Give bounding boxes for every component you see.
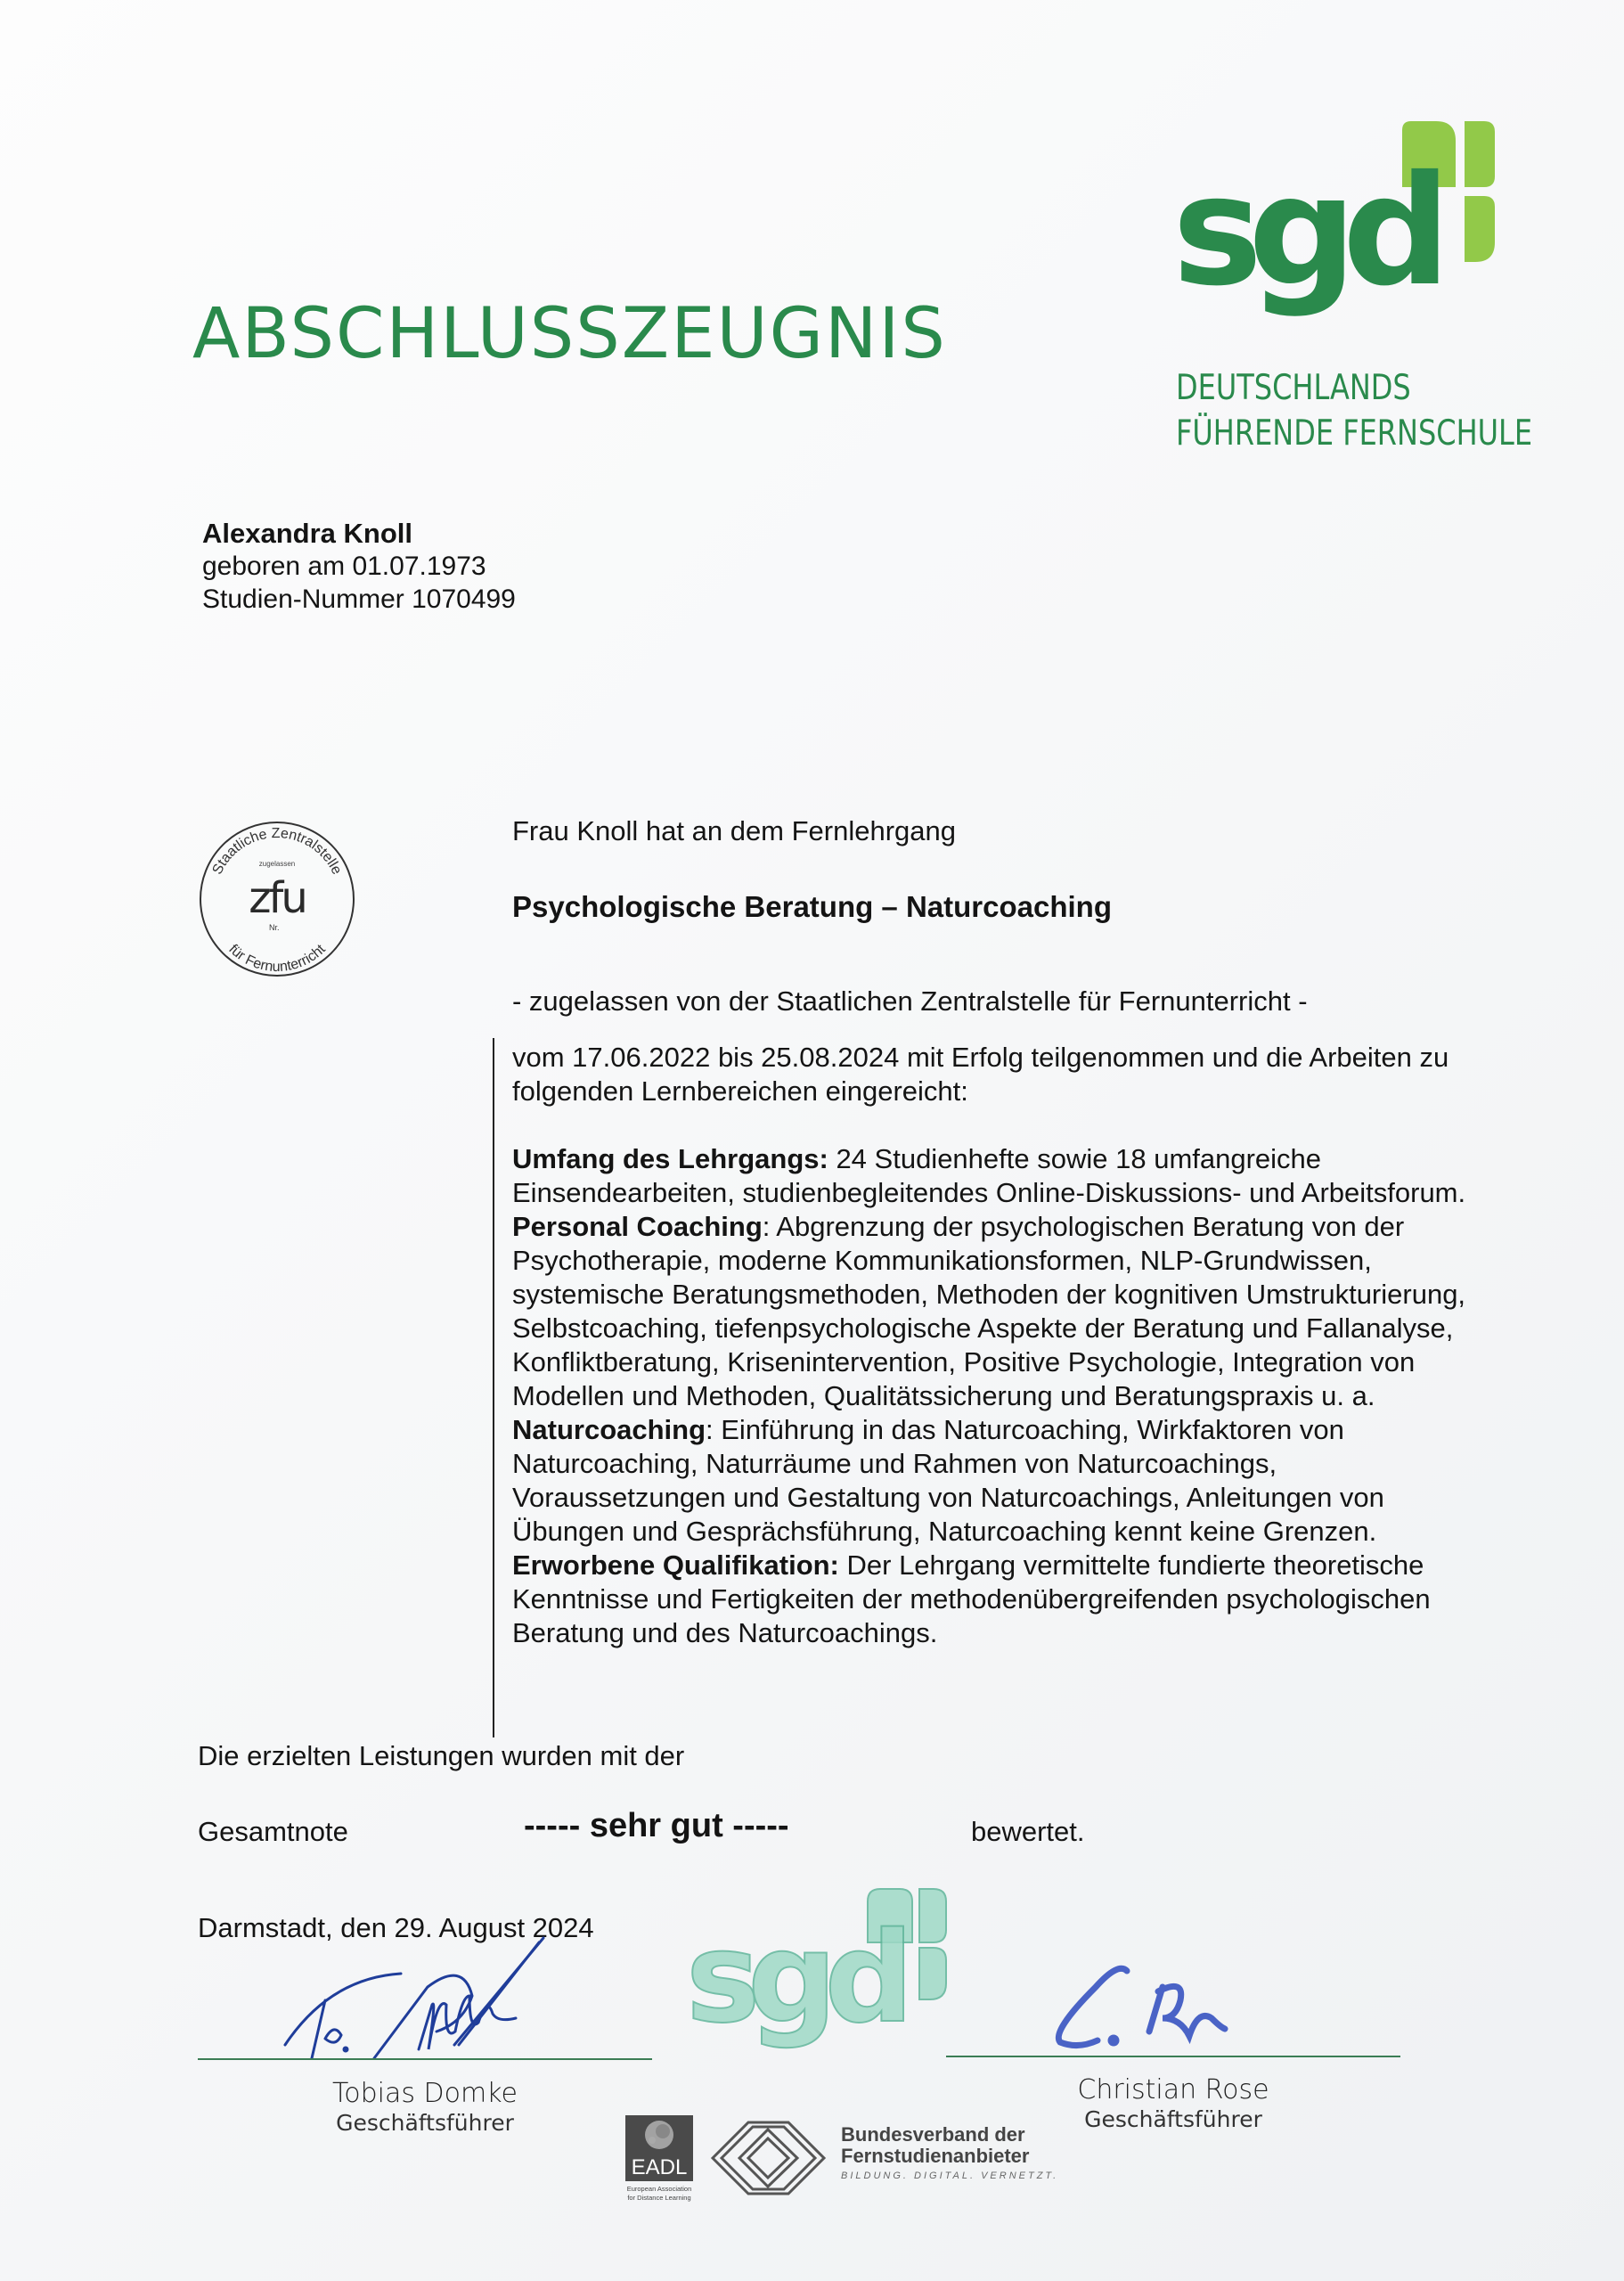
student-name: Alexandra Knoll bbox=[202, 518, 412, 549]
bvf-line-2: Fernstudienanbieter bbox=[841, 2145, 1030, 2167]
signature-tobias-domke bbox=[276, 1934, 588, 2067]
student-info bbox=[202, 517, 516, 616]
course-intro: Frau Knoll hat an dem Fernlehrgang bbox=[512, 815, 957, 846]
seal-approved: zugelassen bbox=[258, 860, 296, 868]
eadl-line-2: for Distance Learning bbox=[627, 2194, 691, 2202]
signature-christian-rose bbox=[1042, 1960, 1274, 2058]
course-approval: - zugelassen von der Staatlichen Zentralstelle für Fernunterricht - bbox=[512, 985, 1308, 1017]
grade-suffix: bewertet. bbox=[971, 1816, 1085, 1847]
place-date: Darmstadt, den 29. August 2024 bbox=[198, 1912, 594, 1943]
sgd-logo-mark bbox=[1172, 114, 1502, 346]
section-qualification bbox=[512, 1549, 1470, 1650]
bundesverband-logo-mark bbox=[708, 2113, 828, 2203]
sgd-logo bbox=[1172, 114, 1502, 346]
bvf-slogan: BILDUNG. DIGITAL. VERNETZT. bbox=[841, 2171, 1059, 2181]
zfu-seal bbox=[198, 820, 356, 978]
margin-rule bbox=[493, 1038, 494, 1737]
document-title: ABSCHLUSSZEUGNIS bbox=[192, 294, 947, 374]
seal-ring-top: Staatliche Zentralstelle bbox=[209, 825, 345, 878]
section-heading: Umfang des Lehrgangs: bbox=[512, 1143, 828, 1174]
seal-nr: Nr. bbox=[269, 923, 280, 932]
section-naturcoaching bbox=[512, 1413, 1470, 1549]
signatory-name: Christian Rose bbox=[1077, 2074, 1269, 2105]
course-details bbox=[512, 1041, 1470, 1650]
eadl-mark: EADL bbox=[631, 2155, 688, 2179]
section-text: Der Lehrgang vermittelte fundierte theoretische Kenntnisse und Fertigkeiten der methodenübergreifenden psychologischen Beratung und des Naturcoachings. bbox=[512, 1549, 1431, 1648]
tagline-line-2: FÜHRENDE FERNSCHULE bbox=[1176, 413, 1533, 454]
section-personal-coaching bbox=[512, 1210, 1470, 1413]
grade-label: Gesamtnote bbox=[198, 1816, 348, 1847]
seal-mark: zfu bbox=[249, 873, 306, 923]
signature-line bbox=[946, 2056, 1400, 2057]
sgd-wordmark: sgd bbox=[1172, 143, 1437, 320]
course-name: Psychologische Beratung – Naturcoaching bbox=[512, 890, 1112, 923]
eadl-line-1: European Association bbox=[626, 2185, 692, 2193]
overall-grade: ----- sehr gut ----- bbox=[524, 1807, 789, 1844]
student-birthdate: geboren am 01.07.1973 bbox=[202, 552, 486, 581]
signatory-role: Geschäftsführer bbox=[336, 2110, 514, 2136]
bundesverband-text bbox=[841, 2124, 1058, 2181]
sgd-stamp bbox=[686, 1887, 953, 2056]
logo-tagline bbox=[1176, 365, 1532, 456]
stamp-wordmark: sgd bbox=[686, 1906, 902, 2051]
section-text: : Abgrenzung der psychologischen Beratung von der Psychotherapie, moderne Kommunikationsformen, NLP-Grundwissen, systemische Beratungsmethoden, Methoden der kognitiven Umstrukturierung, Selbstcoaching, tiefenpsychologische Aspekte der Beratung und Fallanalyse, Konfliktberatung, Krisenintervention, Positive Psychologie, Integration von Modellen und Methoden, Qualitätssicherung und Beratungspraxis u. a. bbox=[512, 1211, 1466, 1411]
tagline-line-1: DEUTSCHLANDS bbox=[1176, 368, 1411, 408]
section-heading: Erworbene Qualifikation: bbox=[512, 1549, 839, 1581]
signature-line bbox=[198, 2058, 652, 2060]
eadl-logo bbox=[625, 2115, 693, 2204]
result-intro: Die erzielten Leistungen wurden mit der bbox=[198, 1740, 685, 1771]
section-heading: Naturcoaching bbox=[512, 1414, 706, 1445]
signatory-name: Tobias Domke bbox=[332, 2078, 518, 2109]
section-scope bbox=[512, 1142, 1470, 1210]
section-text: 24 Studienhefte sowie 18 umfangreiche Einsendearbeiten, studienbegleitendes Online-Diskussions- und Arbeitsforum. bbox=[512, 1143, 1466, 1208]
seal-ring-bottom: für Fernunterricht bbox=[225, 942, 329, 976]
student-number: Studien-Nummer 1070499 bbox=[202, 585, 516, 614]
bvf-line-1: Bundesverband der bbox=[841, 2123, 1025, 2146]
course-period: vom 17.06.2022 bis 25.08.2024 mit Erfolg teilgenommen und die Arbeiten zu folgenden Lernbereichen eingereicht: bbox=[512, 1042, 1449, 1107]
section-text: : Einführung in das Naturcoaching, Wirkfaktoren von Naturcoaching, Naturräume und Rahmen von Naturcoachings, Voraussetzungen und Gestaltung von Naturcoachings, Anleitungen von Übungen und Gesprächsführung, Naturcoaching kennt keine Grenzen. bbox=[512, 1414, 1384, 1547]
signatory-1 bbox=[198, 2078, 652, 2137]
section-heading: Personal Coaching bbox=[512, 1211, 763, 1242]
signatory-role: Geschäftsführer bbox=[1084, 2106, 1262, 2132]
